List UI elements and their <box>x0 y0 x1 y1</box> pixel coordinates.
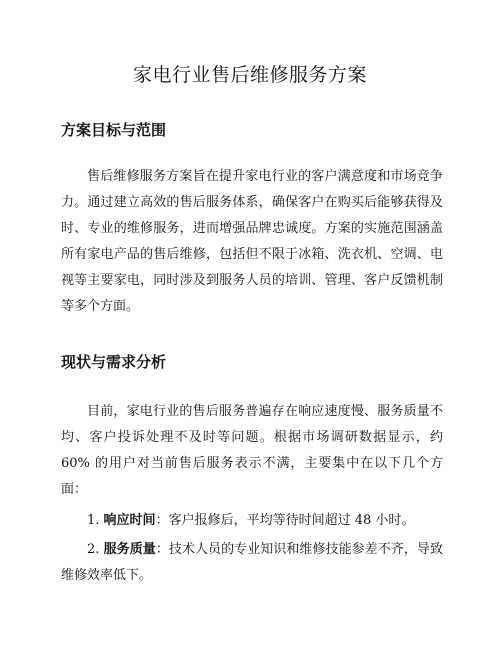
list-item-colon: ： <box>155 513 169 528</box>
list-item <box>61 537 443 589</box>
section-paragraph-analysis: 目前，家电行业的售后服务普遍存在响应速度慢、服务质量不均、客户投诉处理不及时等问题。根据市场调研数据显示，约 60% 的用户对当前售后服务表示不满，主要集中在以下几个方面： <box>61 404 443 497</box>
list-item-number: 2. <box>87 542 100 557</box>
document-title: 家电行业售后维修服务方案 <box>132 64 367 86</box>
section-heading-goals: 方案目标与范围 <box>61 121 167 139</box>
list-item-label: 响应时间 <box>103 513 156 528</box>
list-item-number: 1. <box>87 513 100 528</box>
section-heading-analysis: 现状与需求分析 <box>61 353 167 371</box>
list-item-label: 服务质量 <box>103 542 156 557</box>
list-item-text: 客户报修后，平均等待时间超过 48 小时。 <box>168 513 415 528</box>
list-item-colon: ： <box>155 542 169 557</box>
section-paragraph-goals: 售后维修服务方案旨在提升家电行业的客户满意度和市场竞争力。通过建立高效的售后服务体系，确保客户在购买后能够获得及时、专业的维修服务，进而增强品牌忠诚度。方案的实施范围涵盖所有家电产品的售后维修，包括但不限于冰箱、洗衣机、空调、电视等主要家电，同时涉及到服务人员的培训、管理、客户反馈机制等多个方面。 <box>61 169 443 314</box>
list-item-text: 技术人员的专业知识和维修技能参差不齐，导致维修效率低下。 <box>61 542 443 583</box>
list-item <box>61 508 443 534</box>
